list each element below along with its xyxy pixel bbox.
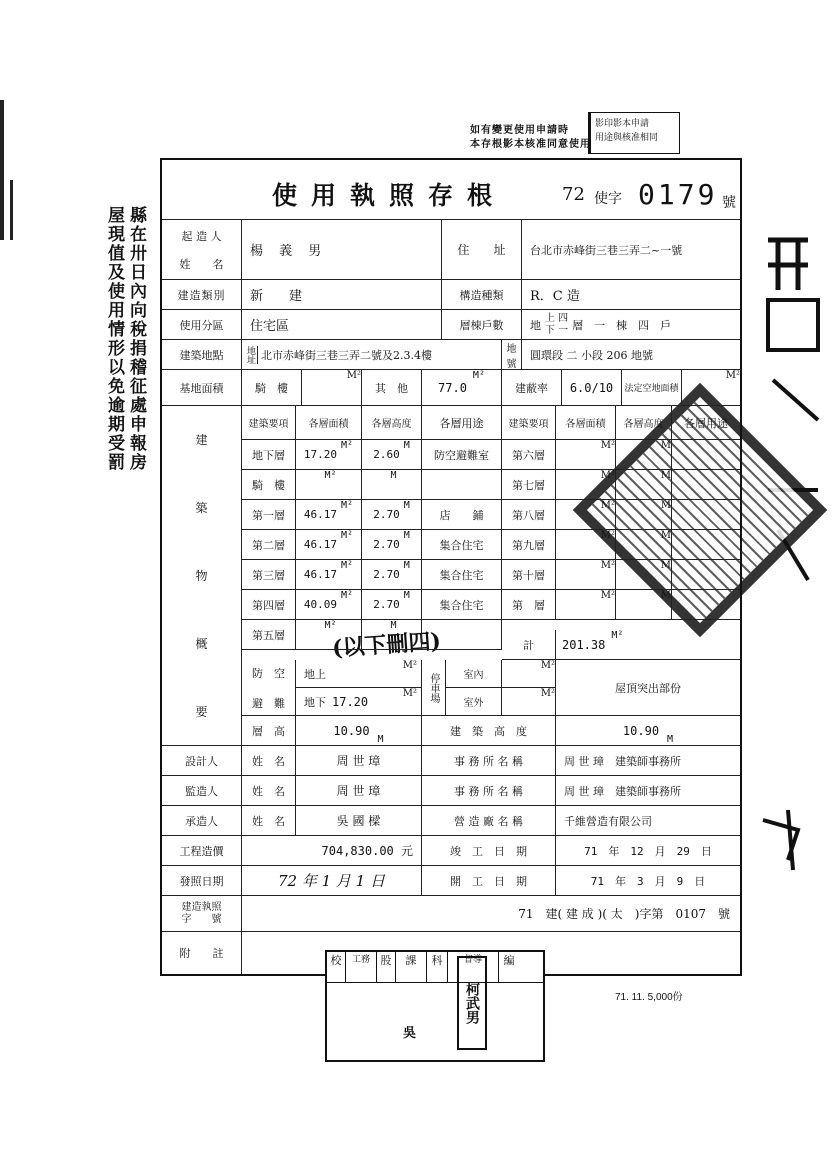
permit-suffix: 號 [722,195,736,211]
floor-area [296,620,362,650]
right-floor-height-unit: M [660,590,671,601]
parking-outdoor: 室外 [446,688,502,716]
floor-area-unit: M² [341,500,354,511]
total-number: 201.38 [562,637,606,652]
right-floor-height [616,560,672,590]
floor-area-number: 46.17 [303,538,338,551]
floor-height-value [296,716,422,746]
right-floor-height [616,470,672,500]
site-label: 建築地點 [162,340,242,370]
site-address: 北市赤峰街三巷三弄二號及2.3.4樓 [261,348,432,362]
coverage-label: 建蔽率 [502,370,562,406]
builder-label [162,220,242,280]
floor-height-unit: M [403,560,410,571]
start-label: 開 工 日 期 [422,866,556,896]
parking-indoor-value [502,660,556,688]
right-floor-use [672,440,740,470]
floor-height-number: 2.70 [373,538,400,551]
total-value [556,630,740,660]
floor-name: 第一層 [242,500,296,530]
header-area-right: 各層面積 [556,406,616,440]
open-space-value [682,370,740,406]
scan-mark [0,100,4,240]
footer-print-code: 71. 11. 5,000份 [615,992,683,1003]
address-value: 台北市赤峰街三巷三弄二~一號 [522,220,740,280]
supervisor-office: 周 世 璋 建築師事務所 [556,776,740,806]
right-floor-use [672,560,740,590]
right-floor-name: 第十層 [502,560,556,590]
factory-label: 營 造 廠 名 稱 [422,806,556,836]
shelter-label-1: 防 空 [252,666,285,680]
floor-area [296,500,362,530]
right-floor-use [672,500,740,530]
designer-name-label: 姓 名 [242,746,296,776]
builder-name: 楊 義 男 [242,220,442,280]
completion-label: 竣 工 日 期 [422,836,556,866]
right-floor-height-unit: M [660,500,671,511]
floor-use: 集合住宅 [422,590,502,620]
floor-use: 店 鋪 [422,500,502,530]
permit-number: 0179 [638,178,718,211]
floor-area-unit: M² [341,440,354,451]
form-title: 使用執照存根 [272,181,507,210]
floor-name: 第四層 [242,590,296,620]
stamp-col-1: 校 [327,952,346,982]
shelter-below-unit: M² [402,688,417,699]
shelter-label [242,660,296,716]
approval-stamp-right: 影印影本申請 用途與核准相同 [588,112,680,154]
completion-value: 71 年 12 月 29 日 [556,836,740,866]
side-note-line-2: 屋現值及使用情形以免逾期受罰 [104,206,124,472]
floor-name: 第三層 [242,560,296,590]
section-char-5: 要 [195,704,208,719]
right-floor-height-unit: M [660,440,671,451]
total-unit: M² [611,630,624,641]
arcade-value [302,370,362,406]
other-number: 77.0 [438,380,467,395]
contractor-name-label: 姓 名 [242,806,296,836]
structure-label: 構造種類 [442,280,522,310]
right-floor-area-unit: M² [600,470,615,481]
builder-label-line-2: 姓 名 [179,257,224,271]
right-floor-height [616,530,672,560]
floors-stack [545,313,568,337]
floor-height-number: 2.70 [373,598,400,611]
floor-height [362,530,422,560]
reviewer-seal [457,956,487,1050]
floor-use: 集合住宅 [422,530,502,560]
section-char-4: 概 [195,636,208,651]
building-height-number: 10.90 [622,723,660,738]
floor-height-unit: M [377,734,384,745]
section-char-2: 築 [195,501,208,516]
floor-area-unit: M² [341,530,354,541]
cost-label: 工程造價 [162,836,242,866]
right-floor-use [672,590,740,620]
structure-value: R．C 造 [522,280,740,310]
floor-height-label: 層 高 [242,716,296,746]
build-type-value: 新 建 [242,280,442,310]
base-area-label: 基地面積 [162,370,242,406]
shelter-label-2: 避 難 [252,696,285,710]
floor-area-number: 46.17 [303,568,338,581]
floor-name: 騎 樓 [242,470,296,500]
floor-area [296,590,362,620]
right-floor-height [616,590,672,620]
header-item: 建築要項 [242,406,296,440]
floor-area-number: 46.17 [303,508,338,521]
stamp-col-2: 工務 [346,952,377,982]
review-stamp-header [327,952,543,983]
floor-height-number: 2.60 [373,448,400,461]
permit-ref-label [162,896,242,932]
floors-value [522,310,740,340]
permit-ref-label-1: 建造執照 [181,901,222,913]
right-floor-height-unit: M [660,530,671,541]
floor-height-unit: M [403,500,410,511]
floor-use [422,620,502,650]
reviewer-name-1: 吳 [403,1026,417,1041]
right-floor-height [616,440,672,470]
supervisor-name-label: 姓 名 [242,776,296,806]
permit-year: 72 [562,184,585,205]
right-floor-area [556,470,616,500]
floors-above: 上 四 [545,312,569,324]
builder-label-line-1: 起 造 人 [181,229,222,243]
arcade-label: 騎 樓 [242,370,302,406]
shelter-above [296,660,422,688]
right-floor-area [556,440,616,470]
issue-label: 發照日期 [162,866,242,896]
site-value [242,340,502,370]
other-value [422,370,502,406]
scan-mark-2 [10,180,27,240]
parking-label: 停車場 [422,660,446,716]
designer-office-label: 事 務 所 名 稱 [422,746,556,776]
header-item-right: 建築要項 [502,406,556,440]
contractor-name: 吳 國 樑 [296,806,422,836]
floor-area-unit: M² [324,470,337,481]
right-floor-area-unit: M² [600,560,615,571]
floor-height-number: 2.70 [373,508,400,521]
build-type-label: 建造類別 [162,280,242,310]
other-unit: M² [472,370,485,381]
floor-area-number: 17.20 [303,448,338,461]
floor-use: 防空避難室 [422,440,502,470]
right-floor-area-unit: M² [600,440,615,451]
floor-name: 第五層 [242,620,296,650]
right-floor-area-unit: M² [600,530,615,541]
open-space-label: 法定空地面積 [622,370,682,406]
address-label: 住 址 [442,220,522,280]
floors-below: 下 一 [545,324,569,336]
floor-area [296,440,362,470]
header-use: 各層用途 [422,406,502,440]
floor-height-unit: M [390,470,397,481]
parking-outdoor-unit: M² [540,688,555,699]
floor-height-unit: M [403,440,410,451]
stamp-col-7: 編 [503,954,515,967]
right-floor-area [556,530,616,560]
right-floor-use [672,530,740,560]
right-floor-area [556,500,616,530]
shelter-below-value: 17.20 [332,694,369,709]
floor-area-unit: M² [341,560,354,571]
designer-label: 設計人 [162,746,242,776]
right-floor-area [556,590,616,620]
building-height-unit: M [667,734,674,745]
header-height-right: 各層高度 [616,406,672,440]
parking-indoor: 室內 [446,660,502,688]
floor-height [362,440,422,470]
contractor-label: 承造人 [162,806,242,836]
permit-ref-value: 71 建( 建 成 )( 太 )字第 0107 號 [242,896,740,932]
right-floor-name: 第七層 [502,470,556,500]
reviewer-name-2: 柯武男 [464,982,480,1024]
floor-height [362,470,422,500]
remarks-label: 附 註 [162,932,242,974]
permit-form [160,158,742,976]
supervisor-name: 周 世 璋 [296,776,422,806]
supervisor-office-label: 事 務 所 名 稱 [422,776,556,806]
right-floor-use [672,470,740,500]
review-stamp-box [325,950,545,1062]
shelter-above-label: 地上 [304,667,326,681]
floors-label: 層棟戶數 [442,310,522,340]
contractor-office: 千維營造有限公司 [556,806,740,836]
right-floor-height-unit: M [660,470,671,481]
approval-stamp-left: 如有變更使用申請時 本存根影本核准同意使用 [470,125,591,150]
floor-height [362,620,422,650]
start-value: 71 年 3 月 9 日 [556,866,740,896]
floor-height [362,560,422,590]
designer-name: 周 世 璋 [296,746,422,776]
permit-ref-label-2: 字 號 [181,913,222,925]
other-label: 其 他 [362,370,422,406]
shelter-below [296,688,422,716]
cost-value: 704,830.00 元 [242,836,422,866]
building-section-label [162,406,242,746]
right-floor-area-unit: M² [600,500,615,511]
right-floor-height [616,500,672,530]
supervisor-label: 監造人 [162,776,242,806]
floor-use [422,470,502,500]
coverage-value: 6.0/10 [562,370,622,406]
floor-height-number: 2.70 [373,568,400,581]
lot-value: 圓環段 二 小段 206 地號 [522,340,740,370]
lot-label: 地 號 [502,340,522,370]
right-floor-name: 第六層 [502,440,556,470]
zone-label: 使用分區 [162,310,242,340]
right-floor-height-unit: M [660,560,671,571]
right-floor-area [556,560,616,590]
floor-height-unit: M [403,590,410,601]
floor-height-number: 10.90 [333,723,370,738]
floor-area [296,530,362,560]
right-floor-area-unit: M² [600,590,615,601]
permit-prefix: 使字 [594,191,622,207]
stamp-col-4: 課 [396,952,427,982]
floor-height-unit: M [390,620,397,631]
floor-name: 第二層 [242,530,296,560]
floor-use: 集合住宅 [422,560,502,590]
floors-prefix: 地 [530,318,541,332]
floor-area-unit: M² [324,620,337,631]
floor-area [296,560,362,590]
floor-area [296,470,362,500]
right-floor-name: 第八層 [502,500,556,530]
title-row [162,160,740,220]
designer-office: 周 世 璋 建築師事務所 [556,746,740,776]
side-note-line-1: 縣在卅日內向稅捐稽征處申報房 [126,206,146,472]
floor-height [362,590,422,620]
floors-rest: 層 一 棟 四 戶 [572,318,672,332]
header-use-right: 各層用途 [672,406,740,440]
header-height: 各層高度 [362,406,422,440]
stamp-col-3: 股 [377,952,396,982]
section-char-1: 建 [195,433,208,448]
section-char-3: 物 [195,568,208,583]
floor-height-unit: M [403,530,410,541]
parking-indoor-unit: M² [540,660,555,671]
stamp-col-5: 科 [427,952,448,982]
total-label: 計 [502,630,556,660]
shelter-above-unit: M² [402,660,417,671]
stamp-col-6: 督導 [448,952,499,982]
arcade-unit: M² [346,370,361,381]
floor-name: 地下層 [242,440,296,470]
site-prefix: 地址 [244,346,258,364]
floor-height [362,500,422,530]
floor-area-number: 40.09 [303,598,338,611]
right-floor-name: 第 層 [502,590,556,620]
building-height-label: 建 築 高 度 [422,716,556,746]
shelter-below-label: 地下 [304,695,326,709]
open-space-unit: M² [725,370,740,381]
building-height-value [556,716,740,746]
roof-label: 屋頂突出部份 [556,660,740,716]
right-floor-name: 第九層 [502,530,556,560]
header-area: 各層面積 [296,406,362,440]
parking-outdoor-value [502,688,556,716]
floor-area-unit: M² [341,590,354,601]
issue-value: 72 年 1 月 1 日 [242,866,422,896]
handwritten-deletion-note: (以下刪四) [331,628,442,662]
zone-value: 住宅區 [242,310,442,340]
